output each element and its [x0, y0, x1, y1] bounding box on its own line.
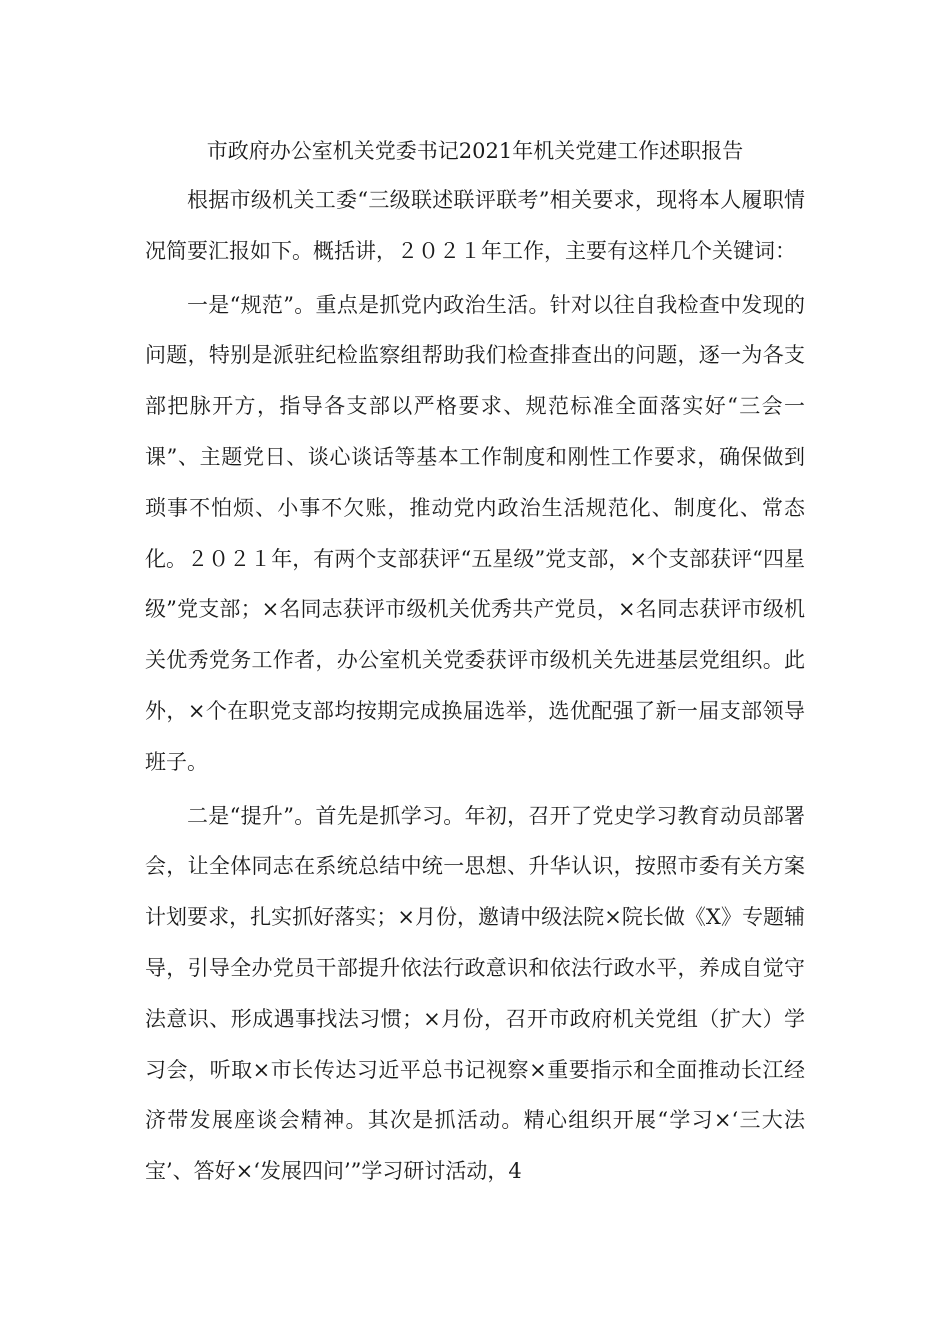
paragraph-intro: 根据市级机关工委“三级联述联评联考”相关要求，现将本人履职情况简要汇报如下。概括讲，２０２１年工作，主要有这样几个关键词：	[145, 188, 805, 263]
paragraph-improve: 二是“提升”。首先是抓学习。年初，召开了党史学习教育动员部署会，让全体同志在系统总结中统一思想、升华认识，按照市委有关方案计划要求，扎实抓好落实；×月份，邀请中级法院×院长做《X》专题辅导，引导全办党员干部提升依法行政意识和依法行政水平，养成自觉守法意识、形成遇事找法习惯；×月份，召开市政府机关党组（扩大）学习会，听取×市长传达习近平总书记视察×重要指示和全面推动长江经济带发展座谈会精神。其次是抓活动。精心组织开展“学习×‘三大法宝’、答好×‘发展四问’”学习研讨活动，4	[145, 803, 805, 1184]
document-title: 市政府办公室机关党委书记2021年机关党建工作述职报告	[206, 139, 744, 163]
document-body	[145, 175, 805, 1200]
paragraph-standardize: 一是“规范”。重点是抓党内政治生活。针对以往自我检查中发现的问题，特别是派驻纪检监察组帮助我们检查排查出的问题，逐一为各支部把脉开方，指导各支部以严格要求、规范标准全面落实好“三会一课”、主题党日、谈心谈话等基本工作制度和刚性工作要求，确保做到琐事不怕烦、小事不欠账，推动党内政治生活规范化、制度化、常态化。２０２１年，有两个支部获评“五星级”党支部，×个支部获评“四星级”党支部；×名同志获评市级机关优秀共产党员，×名同志获评市级机关优秀党务工作者，办公室机关党委获评市级机关先进基层党组织。此外，×个在职党支部均按期完成换届选举，选优配强了新一届支部领导班子。	[145, 292, 805, 774]
